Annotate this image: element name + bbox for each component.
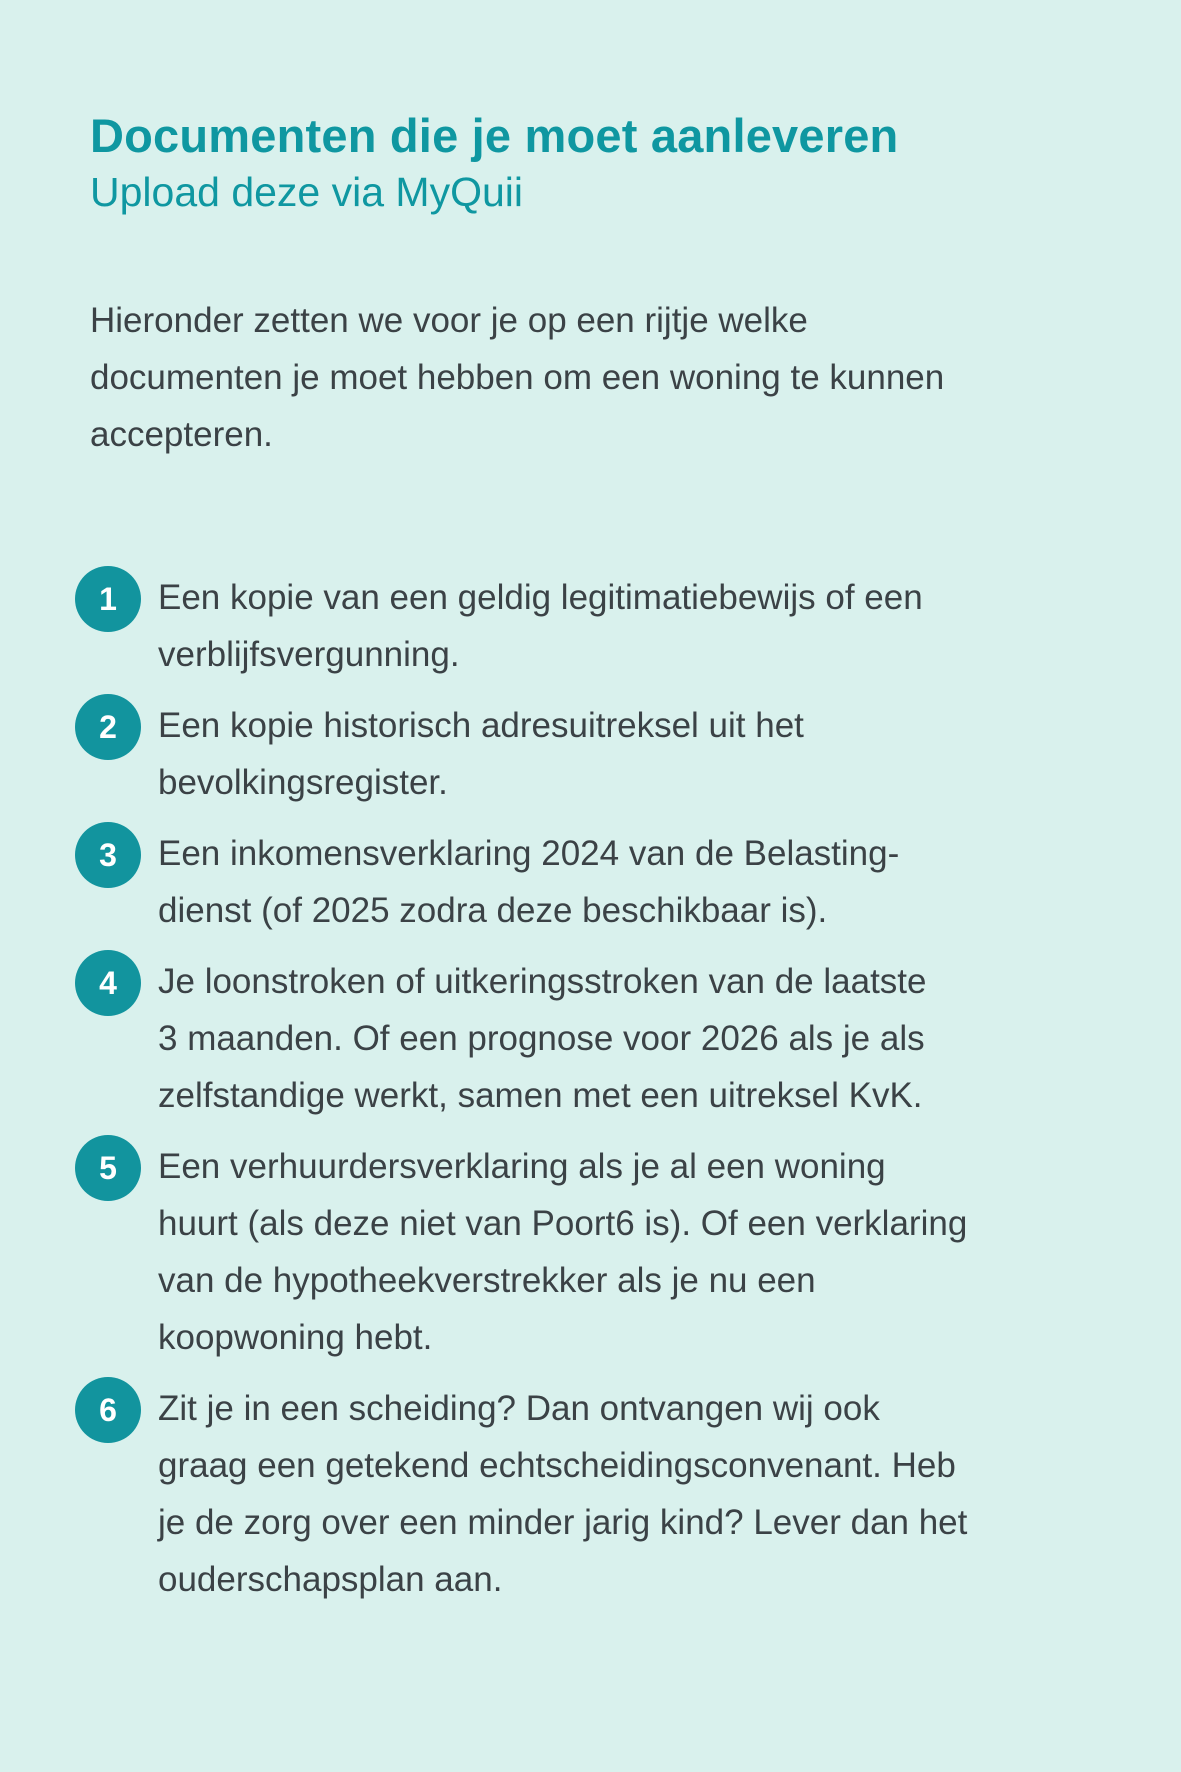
item-text: [158, 569, 923, 683]
list-item: [90, 825, 1101, 939]
list-item: [90, 697, 1101, 811]
intro-line: Hieronder zetten we voor je op een rijtje welke: [90, 301, 808, 340]
item-number-badge: [75, 950, 141, 1016]
item-text-line: zelfstandige werkt, samen met een uitreksel KvK.: [158, 1076, 923, 1115]
item-number: 1: [99, 581, 117, 617]
list-item: [90, 569, 1101, 683]
item-text-line: Een inkomensverklaring 2024 van de Belasting-: [158, 834, 900, 873]
item-text-line: bevolkingsregister.: [158, 763, 448, 802]
item-number: 4: [99, 965, 117, 1001]
item-text: [158, 825, 899, 939]
list-item: [90, 1138, 1101, 1366]
list-item: [90, 953, 1101, 1124]
item-text-line: ouderschapsplan aan.: [158, 1560, 503, 1599]
item-number-badge: [75, 694, 141, 760]
item-number: 2: [99, 709, 117, 745]
item-text-line: Een kopie historisch adresuitreksel uit het: [158, 706, 804, 745]
item-text: [158, 697, 804, 811]
documents-list: [90, 569, 1101, 1608]
item-text: [158, 953, 927, 1124]
item-number-badge: [75, 822, 141, 888]
item-text-line: Je loonstroken of uitkeringsstroken van de laatste: [158, 962, 927, 1001]
item-text-line: van de hypotheekverstrekker als je nu een: [158, 1261, 816, 1300]
item-text-line: Een verhuurdersverklaring als je al een woning: [158, 1147, 886, 1186]
item-text-line: verblijfsvergunning.: [158, 635, 460, 674]
item-text: [158, 1380, 967, 1608]
item-text-line: Een kopie van een geldig legitimatiebewijs of een: [158, 578, 923, 617]
item-text-line: 3 maanden. Of een prognose voor 2026 als je als: [158, 1019, 925, 1058]
intro-paragraph: [90, 292, 1101, 463]
item-text-line: dienst (of 2025 zodra deze beschikbaar is).: [158, 891, 828, 930]
item-number-badge: [75, 1377, 141, 1443]
item-text-line: koopwoning hebt.: [158, 1318, 433, 1357]
item-text-line: graag een getekend echtscheidingsconvenant. Heb: [158, 1446, 956, 1485]
list-item: [90, 1380, 1101, 1608]
intro-line: accepteren.: [90, 415, 273, 454]
item-number: 6: [99, 1392, 117, 1428]
item-number: 5: [99, 1150, 117, 1186]
item-number-badge: [75, 566, 141, 632]
item-number: 3: [99, 837, 117, 873]
page-subtitle: Upload deze via MyQuii: [90, 169, 523, 215]
item-number-badge: [75, 1135, 141, 1201]
item-text-line: je de zorg over een minder jarig kind? Lever dan het: [158, 1503, 968, 1542]
page-title: Documenten die je moet aanleveren: [90, 109, 899, 162]
intro-line: documenten je moet hebben om een woning te kunnen: [90, 358, 945, 397]
item-text: [158, 1138, 967, 1366]
item-text-line: huurt (als deze niet van Poort6 is). Of een verklaring: [158, 1204, 968, 1243]
item-text-line: Zit je in een scheiding? Dan ontvangen wij ook: [158, 1389, 880, 1428]
